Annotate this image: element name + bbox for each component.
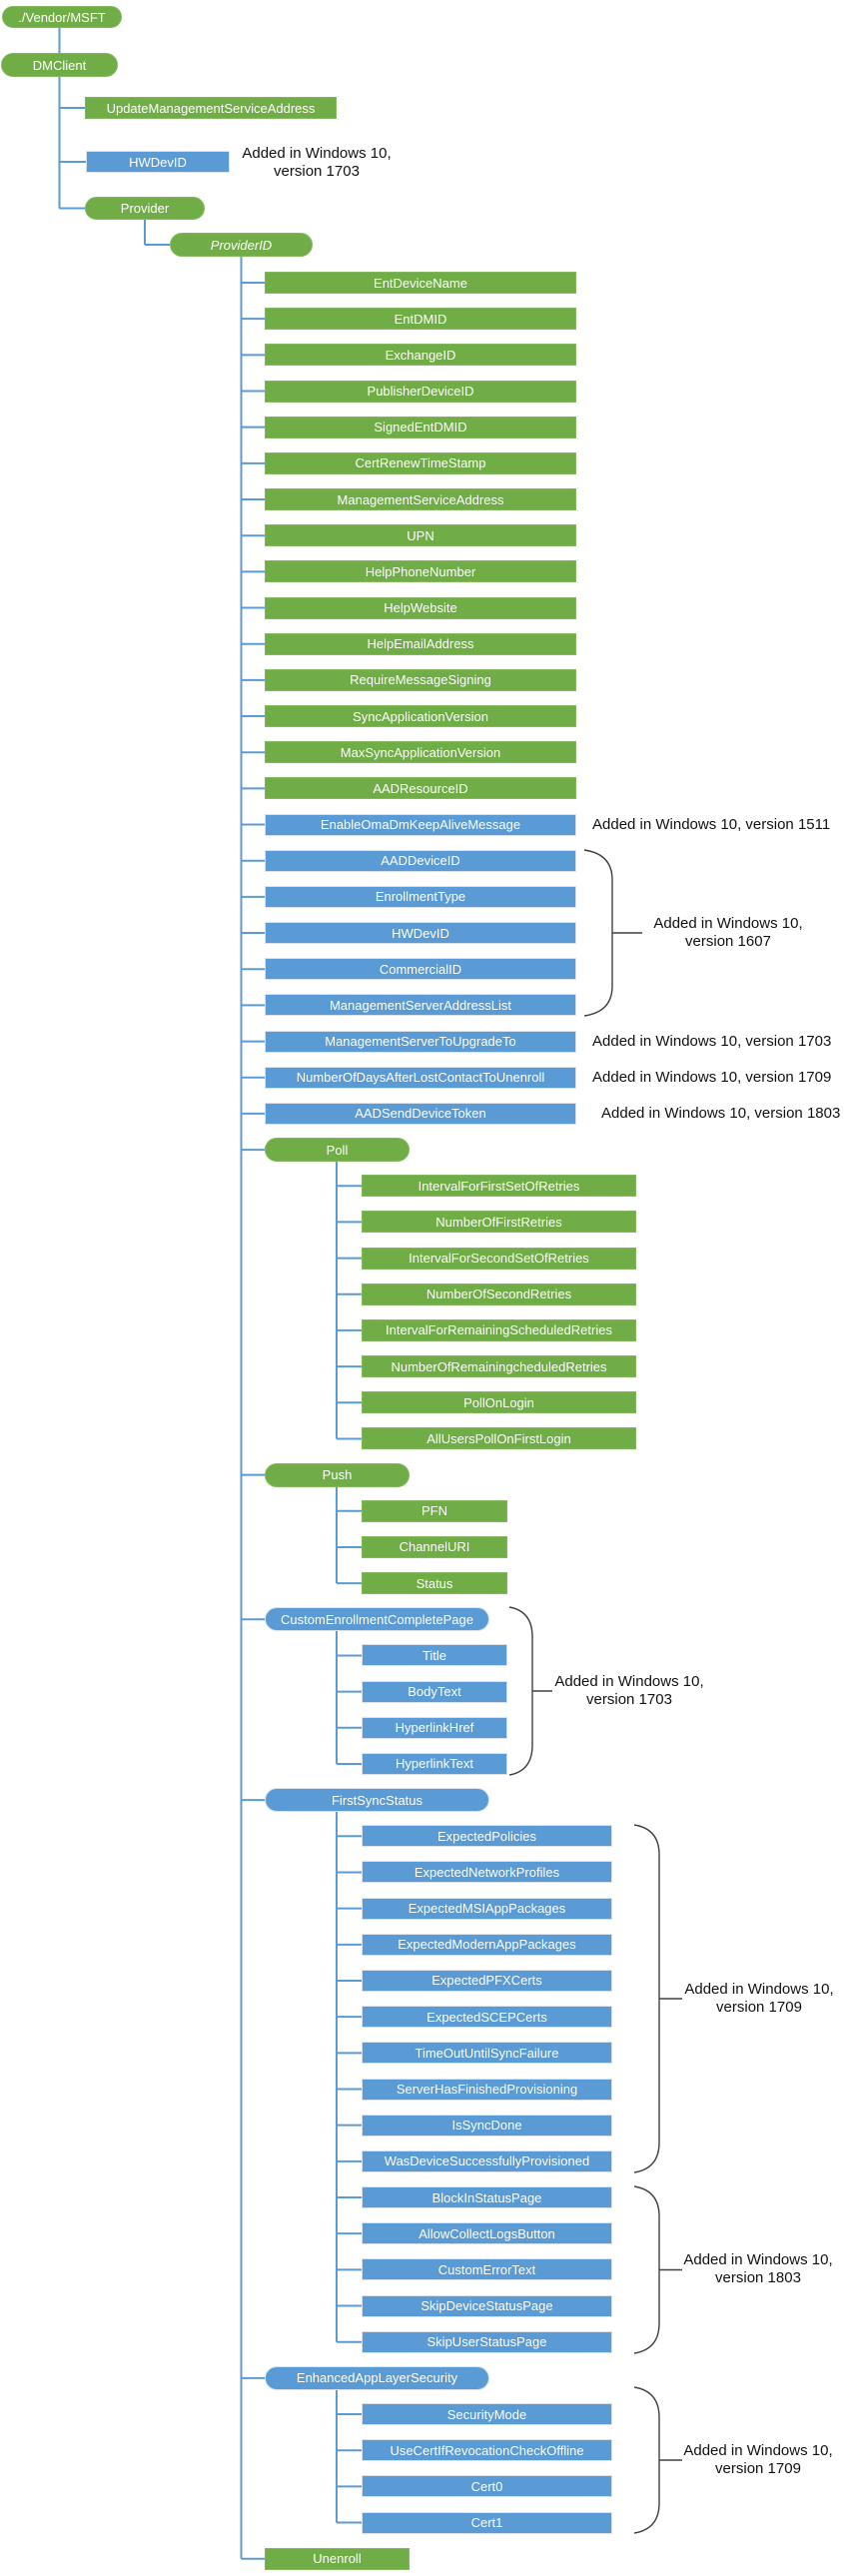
tree-node-intervalforsecondsetofretries: IntervalForSecondSetOfRetries (362, 1248, 636, 1270)
tree-node-publisherdeviceid: PublisherDeviceID (265, 381, 576, 403)
tree-node-numberofremainingcheduledretries: NumberOfRemainingcheduledRetries (362, 1355, 636, 1377)
version-annotation-line: Added in Windows 10, version 1709 (592, 1069, 832, 1086)
version-annotation (683, 2442, 832, 2478)
version-annotation-line: Added in Windows 10, (683, 2251, 833, 2268)
tree-node-updatemanagementserviceaddress: UpdateManagementServiceAddress (85, 97, 337, 119)
tree-node-issyncdone: IsSyncDone (362, 2115, 612, 2137)
version-annotation-line: Added in Windows 10, (684, 1981, 834, 1998)
tree-node-expectedpolicies: ExpectedPolicies (362, 1825, 612, 1847)
tree-node-numberofsecondretries: NumberOfSecondRetries (362, 1284, 636, 1305)
tree-node-pfn: PFN (362, 1500, 507, 1522)
group-brace (634, 2387, 659, 2533)
tree-node-maxsyncapplicationversion: MaxSyncApplicationVersion (265, 741, 576, 763)
version-annotation-line: version 1703 (274, 163, 360, 180)
version-annotation-line: version 1709 (716, 1999, 802, 2016)
tree-node-helpemailaddress: HelpEmailAddress (265, 633, 576, 655)
tree-node-channeluri: ChannelURI (362, 1536, 507, 1558)
tree-node-helpphonenumber: HelpPhoneNumber (265, 560, 576, 582)
version-annotation-line: Added in Windows 10, (683, 2442, 833, 2459)
tree-node-managementserveraddresslist: ManagementServerAddressList (265, 994, 576, 1016)
tree-node-numberoffirstretries: NumberOfFirstRetries (362, 1211, 636, 1233)
version-annotation (592, 1069, 831, 1087)
tree-node-skipdevicestatuspage: SkipDeviceStatusPage (362, 2295, 612, 2317)
group-brace (634, 1825, 659, 2172)
version-annotation (683, 2251, 832, 2287)
version-annotation (592, 1033, 831, 1051)
tree-node-helpwebsite: HelpWebsite (265, 597, 576, 619)
tree-node-title: Title (362, 1644, 507, 1666)
tree-node-syncapplicationversion: SyncApplicationVersion (265, 705, 576, 727)
version-annotation-line: version 1703 (586, 1691, 672, 1708)
tree-node-entdmid: EntDMID (265, 308, 576, 330)
version-annotation-line: Added in Windows 10, version 1511 (592, 816, 831, 833)
tree-node-bodytext: BodyText (362, 1681, 507, 1703)
tree-node-certrenewtimestamp: CertRenewTimeStamp (265, 452, 576, 474)
version-annotation-line: version 1803 (715, 2269, 801, 2286)
tree-node-managementservertoupgradeto: ManagementServerToUpgradeTo (265, 1031, 576, 1053)
tree-node-managementserviceaddress: ManagementServiceAddress (265, 488, 576, 510)
tree-node-customenrollmentcompletepage: CustomEnrollmentCompletePage (265, 1607, 489, 1631)
tree-node-expectedpfxcerts: ExpectedPFXCerts (362, 1970, 612, 1992)
version-annotation-line: Added in Windows 10, (554, 1673, 704, 1690)
group-brace (584, 850, 612, 1016)
tree-node-cert0: Cert0 (362, 2475, 612, 2497)
tree-node-commercialid: CommercialID (265, 958, 576, 980)
tree-node-hyperlinktext: HyperlinkText (362, 1753, 507, 1775)
tree-node-entdevicename: EntDeviceName (265, 272, 576, 294)
tree-node-intervalforremainingscheduledretries: IntervalForRemainingScheduledRetries (362, 1319, 636, 1341)
version-annotation-line: Added in Windows 10, version 1803 (601, 1105, 841, 1122)
tree-node-signedentdmid: SignedEntDMID (265, 417, 576, 438)
tree-node-expectednetworkprofiles: ExpectedNetworkProfiles (362, 1861, 612, 1883)
version-annotation-line: Added in Windows 10, (242, 145, 392, 162)
tree-node-enableomadmkeepalivemessage: EnableOmaDmKeepAliveMessage (265, 814, 576, 836)
tree-node-customerrortext: CustomErrorText (362, 2258, 612, 2280)
tree-node-hwdevid: HWDevID (265, 922, 576, 944)
tree-node-expectedmsiapppackages: ExpectedMSIAppPackages (362, 1898, 612, 1920)
version-annotation-line: Added in Windows 10, version 1703 (592, 1033, 832, 1050)
version-annotation-line: version 1709 (715, 2460, 801, 2477)
tree-node-hwdevid: HWDevID (86, 151, 230, 173)
tree-node-unenroll: Unenroll (265, 2548, 410, 2570)
tree-node-firstsyncstatus: FirstSyncStatus (265, 1788, 489, 1812)
tree-node-requiremessagesigning: RequireMessageSigning (265, 669, 576, 691)
tree-node-numberofdaysafterlostcontacttounenroll: NumberOfDaysAfterLostContactToUnenroll (265, 1067, 576, 1089)
tree-node-blockinstatuspage: BlockInStatusPage (362, 2186, 612, 2208)
tree-node-cert1: Cert1 (362, 2512, 612, 2534)
tree-node-enhancedapplayersecurity: EnhancedAppLayerSecurity (265, 2366, 489, 2390)
tree-node-poll: Poll (265, 1138, 410, 1162)
version-annotation (554, 1673, 703, 1709)
tree-node-expectedmodernapppackages: ExpectedModernAppPackages (362, 1934, 612, 1956)
tree-node-enrollmenttype: EnrollmentType (265, 886, 576, 908)
tree-node-usecertifrevocationcheckoffline: UseCertIfRevocationCheckOffline (362, 2439, 612, 2461)
tree-node-push: Push (265, 1463, 410, 1487)
version-annotation (653, 915, 802, 951)
tree-node-upn: UPN (265, 524, 576, 546)
version-annotation (684, 1981, 833, 2017)
tree-node-provider: Provider (85, 197, 205, 220)
tree-node-pollonlogin: PollOnLogin (362, 1391, 636, 1413)
version-annotation (592, 816, 830, 834)
tree-node-alluserspollonfirstlogin: AllUsersPollOnFirstLogin (362, 1427, 636, 1449)
group-brace (634, 2186, 659, 2353)
tree-node-serverhasfinishedprovisioning: ServerHasFinishedProvisioning (362, 2079, 612, 2101)
tree-node-aadresourceid: AADResourceID (265, 777, 576, 799)
tree-node-dmclient: DMClient (1, 53, 118, 77)
version-annotation-line: version 1607 (685, 933, 771, 950)
tree-node-skipuserstatuspage: SkipUserStatusPage (362, 2331, 612, 2353)
tree-node-status: Status (362, 1572, 507, 1594)
group-brace (509, 1607, 532, 1775)
version-annotation-line: Added in Windows 10, (653, 915, 803, 932)
tree-node-securitymode: SecurityMode (362, 2403, 612, 2425)
tree-node-aadsenddevicetoken: AADSendDeviceToken (265, 1103, 576, 1125)
tree-node-expectedscepcerts: ExpectedSCEPCerts (362, 2006, 612, 2028)
tree-node-wasdevicesuccessfullyprovisioned: WasDeviceSuccessfullyProvisioned (362, 2150, 612, 2172)
tree-node-timeoutuntilsyncfailure: TimeOutUntilSyncFailure (362, 2042, 612, 2064)
tree-node-vendor-msft: ./Vendor/MSFT (2, 6, 122, 28)
tree-node-providerid: ProviderID (170, 233, 313, 257)
tree-node-aaddeviceid: AADDeviceID (265, 850, 576, 872)
tree-node-allowcollectlogsbutton: AllowCollectLogsButton (362, 2222, 612, 2244)
tree-node-intervalforfirstsetofretries: IntervalForFirstSetOfRetries (362, 1175, 636, 1197)
tree-node-exchangeid: ExchangeID (265, 344, 576, 366)
version-annotation (601, 1105, 840, 1123)
tree-node-hyperlinkhref: HyperlinkHref (362, 1717, 507, 1739)
version-annotation (242, 145, 391, 181)
